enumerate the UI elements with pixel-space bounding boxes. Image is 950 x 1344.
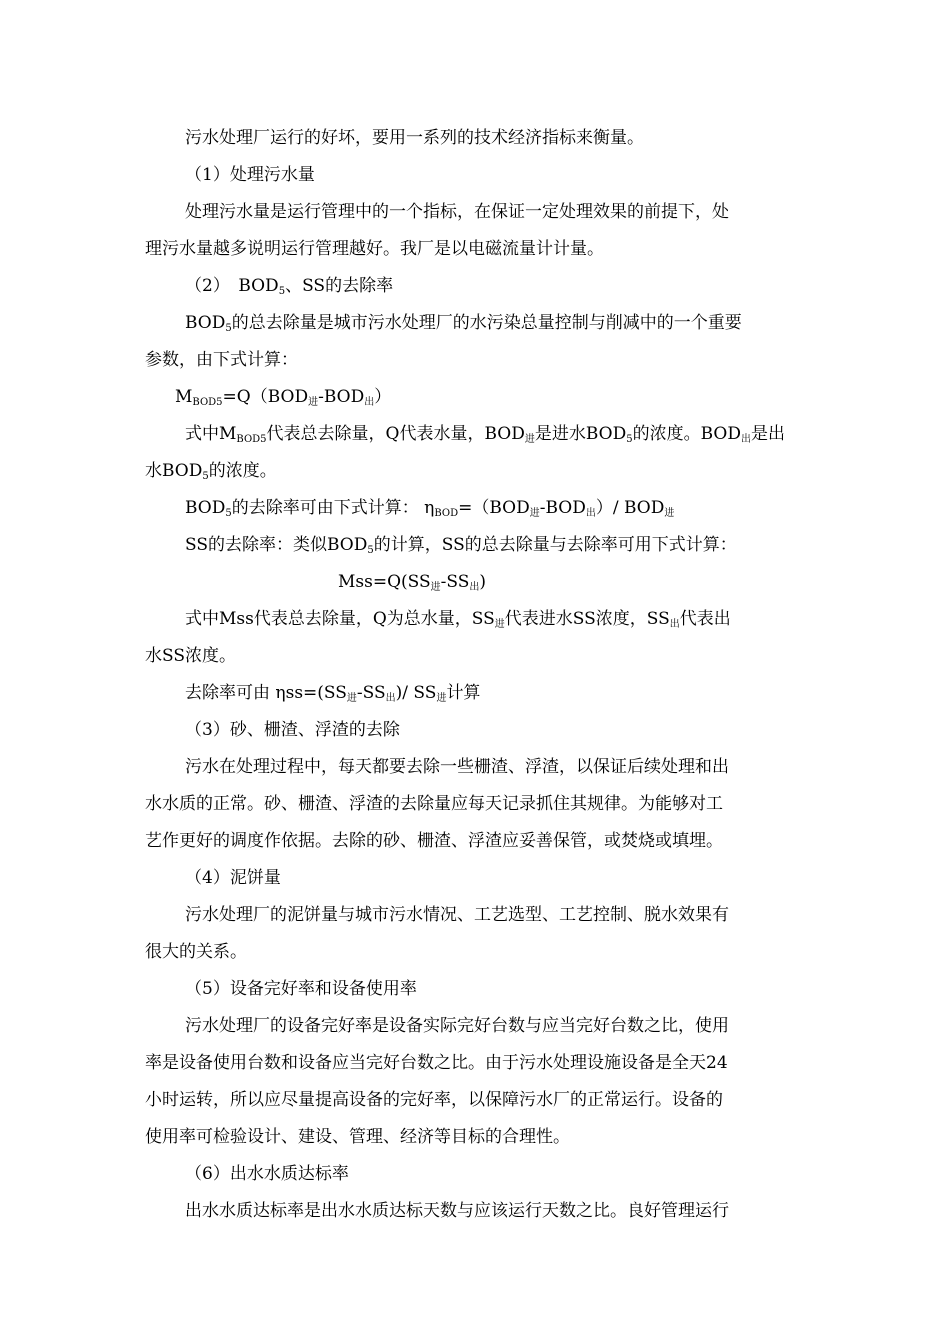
paragraph-line: 污水处理厂的设备完好率是设备实际完好台数与应当完好台数之比，使用 [185, 1016, 729, 1036]
section-heading-1: （1）处理污水量 [185, 165, 315, 185]
paragraph-line: 出水水质达标率是出水水质达标天数与应该运行天数之比。良好管理运行 [185, 1201, 729, 1221]
section-heading-2: （2） $BOD_5$、SS的去除率 [185, 276, 394, 297]
paragraph-line: 使用率可检验设计、建设、管理、经济等目标的合理性。 [145, 1127, 570, 1147]
paragraph-line: 很大的关系。 [145, 942, 247, 962]
paragraph-line: 参数，由下式计算： [145, 350, 298, 370]
intro-paragraph: 污水处理厂运行的好坏，要用一系列的技术经济指标来衡量。 [185, 128, 644, 148]
paragraph-line: $BOD_5$的总去除量是城市污水处理厂的水污染总量控制与削减中的一个重要 [185, 313, 742, 334]
paragraph-line: 式中Mss代表总去除量，Q为总水量，$SS_进$代表进水SS浓度，$SS_出$代表出 [185, 609, 731, 630]
paragraph-line: 艺作更好的调度作依据。去除的砂、栅渣、浮渣应妥善保管，或焚烧或填埋。 [145, 831, 723, 851]
formula-ss-removal-rate: 去除率可由 $\eta ss=(SS_进-SS_出)/$ $SS_进$计算 [185, 683, 481, 704]
paragraph-line: 水SS浓度。 [145, 646, 236, 666]
formula-bod-removal-rate: $BOD_5$的去除率可由下式计算： $\eta_{BOD}=(BOD_进-BOD_出)/$ $BOD_进$ [185, 498, 675, 519]
formula-mss: $Mss=Q(SS_进-SS_出)$ [338, 572, 487, 593]
paragraph-line: 小时运转，所以应尽量提高设备的完好率，以保障污水厂的正常运行。设备的 [145, 1090, 723, 1110]
paragraph-line: 污水在处理过程中，每天都要去除一些栅渣、浮渣，以保证后续处理和出 [185, 757, 729, 777]
paragraph-line: 率是设备使用台数和设备应当完好台数之比。由于污水处理设施设备是全天24 [145, 1053, 728, 1073]
paragraph-line: 式中$M_{BOD5}$代表总去除量，Q代表水量，$BOD_进$是进水$BOD_5$的浓度。$BOD_出$是出 [185, 424, 785, 445]
paragraph-line: 处理污水量是运行管理中的一个指标，在保证一定处理效果的前提下，处 [185, 202, 729, 222]
section-heading-3: （3）砂、栅渣、浮渣的去除 [185, 720, 400, 740]
section-heading-5: （5）设备完好率和设备使用率 [185, 979, 417, 999]
section-heading-4: （4）泥饼量 [185, 868, 281, 888]
paragraph-line: SS的去除率：类似$BOD_5$的计算，SS的总去除量与去除率可用下式计算： [185, 535, 737, 556]
formula-mbod5: $M_{BOD5}=Q(BOD_进-BOD_出)$ [175, 387, 392, 408]
paragraph-line: 污水处理厂的泥饼量与城市污水情况、工艺选型、工艺控制、脱水效果有 [185, 905, 729, 925]
paragraph-line: 水水质的正常。砂、栅渣、浮渣的去除量应每天记录抓住其规律。为能够对工 [145, 794, 723, 814]
paragraph-line: 水$BOD_5$的浓度。 [145, 461, 277, 482]
paragraph-line: 理污水量越多说明运行管理越好。我厂是以电磁流量计计量。 [145, 239, 604, 259]
section-heading-6: （6）出水水质达标率 [185, 1164, 349, 1184]
